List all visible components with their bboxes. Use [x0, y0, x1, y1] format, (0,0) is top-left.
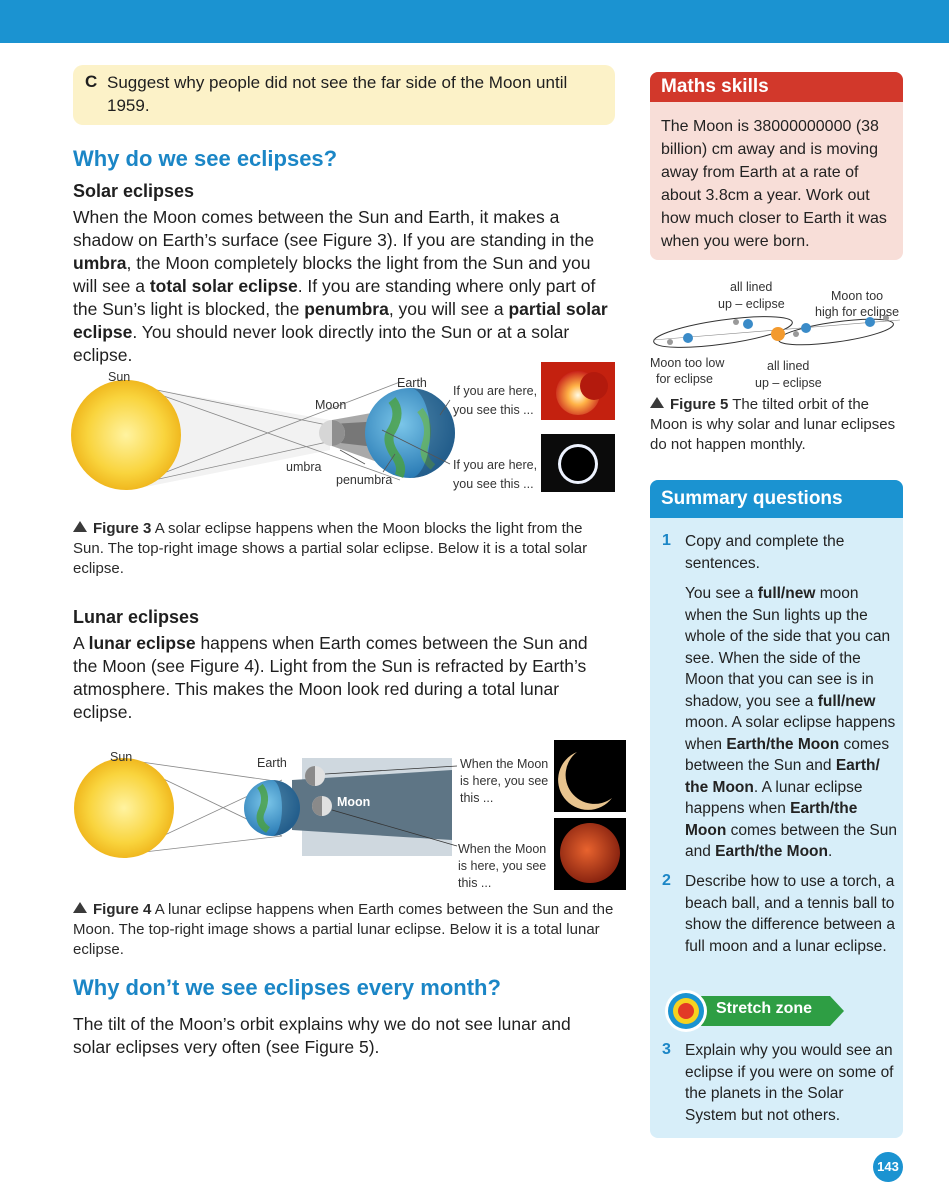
question-text: Suggest why people did not see the far side of the Moon until 1959.	[107, 73, 568, 115]
fig3-moon-label: Moon	[315, 398, 347, 412]
text-run: , the Moon completely blocks the light from the Sun and you will see a	[73, 253, 591, 296]
q3-number: 3	[662, 1041, 671, 1058]
solar-paragraph	[73, 206, 618, 367]
top-banner	[0, 0, 949, 43]
fig3-earth-label: Earth	[397, 376, 427, 390]
fig3-umbra-label: umbra	[286, 460, 322, 474]
figure3-label: Figure 3	[93, 520, 152, 537]
fig4-moon-label: Moon	[337, 795, 371, 809]
earth-shape-1	[683, 333, 693, 343]
fig4-when1: When the Moon	[460, 757, 549, 771]
fig3-sun-label: Sun	[108, 370, 131, 384]
summary-questions-box	[650, 480, 903, 1138]
fig4-is2: is here, you see	[458, 859, 547, 873]
section-heading-eclipses: Why do we see eclipses?	[73, 146, 338, 171]
figure5-label: Figure 5	[670, 396, 729, 413]
fig3-see2: you see this ...	[453, 477, 534, 491]
text-run: A	[73, 633, 89, 653]
section-heading-monthly: Why don’t we see eclipses every month?	[73, 975, 501, 1000]
text-run: . You should never look directly into the Sun or at a solar eclipse.	[73, 322, 570, 365]
q1-text: Copy and complete the sentences.	[685, 533, 845, 572]
q1-body	[685, 583, 897, 863]
keyword: Earth/the Moon	[726, 735, 840, 753]
text-run: . A lunar eclipse happens when	[685, 778, 863, 817]
sun-shape	[71, 380, 181, 490]
fig4-earth-label: Earth	[257, 756, 287, 770]
fig3-here1: If you are here,	[453, 384, 538, 398]
fig4-sun-label: Sun	[110, 750, 133, 764]
maths-skills-box	[650, 72, 903, 260]
text-run: , you will see a	[388, 299, 509, 319]
keyword: full/new	[817, 692, 876, 710]
keyword: total solar eclipse	[149, 276, 298, 296]
q1-number: 1	[662, 532, 671, 549]
figure4-caption-text: A lunar eclipse happens when Earth comes between the Sun and the Moon. The top-right image shows a partial lunar eclipse. Below it is a total lunar eclipse.	[73, 901, 614, 958]
q3-text: Explain why you would see an eclipse if you were on some of the planets in the Solar System but not others.	[685, 1042, 894, 1124]
page-number: 143	[873, 1152, 903, 1182]
text-run: moon. A solar eclipse happens when	[685, 714, 896, 753]
q2-number: 2	[662, 872, 671, 889]
figure4-caption	[73, 900, 623, 960]
text-run: When the Moon comes between the Sun and Earth, it makes a shadow on Earth’s surface (see Figure 3). If you are standing in the	[73, 207, 595, 250]
text-run: comes between the Sun and	[685, 821, 897, 860]
fig5-lined2a: all lined	[767, 359, 810, 373]
earth-shape-2	[743, 319, 753, 329]
maths-skills-body: The Moon is 38000000000 (38 billion) cm away and is moving away from Earth at a rate of about 3.8cm a year. Work out how much closer to Earth it was when you were born.	[661, 118, 887, 250]
figure3-caption	[73, 519, 613, 579]
fig5-lined2b: up – eclipse	[755, 376, 822, 390]
keyword: Earth/ the Moon	[685, 757, 880, 796]
text-run: comes between the Sun and	[685, 735, 890, 774]
sun-shape	[771, 327, 785, 341]
sun-shape	[74, 758, 174, 858]
triangle-icon	[650, 397, 664, 408]
figure5-caption-text: The tilted orbit of the Moon is why solar and lunar eclipses do not happen monthly.	[650, 396, 896, 453]
figure3-caption-text: A solar eclipse happens when the Moon blocks the light from the Sun. The top-right image shows a partial solar eclipse. Below it is a total solar eclipse.	[73, 520, 588, 577]
fig5-lined1b: up – eclipse	[718, 297, 785, 311]
q2-text: Describe how to use a torch, a beach ball, and a tennis ball to show the difference between a full moon and a lunar eclipse.	[685, 873, 895, 955]
fig3-see1: you see this ...	[453, 403, 534, 417]
fig4-this1: this ...	[460, 791, 494, 805]
text-run: . If you are standing where only part of the Sun’s light is blocked, the	[73, 276, 596, 319]
fig4-when2: When the Moon	[458, 842, 547, 856]
text-run: happens when Earth comes between the Sun and the Moon (see Figure 4). Light from the Sun is refracted by Earth’s atmosphere. This makes the Moon look red during a total lunar eclipse.	[73, 633, 588, 722]
subheading-lunar: Lunar eclipses	[73, 607, 200, 627]
maths-skills-title: Maths skills	[650, 72, 903, 102]
fig5-low2: for eclipse	[656, 372, 713, 386]
keyword: penumbra	[304, 299, 389, 319]
subheading-solar: Solar eclipses	[73, 181, 195, 201]
keyword: lunar eclipse	[88, 633, 196, 653]
keyword: Earth/the Moon	[715, 843, 828, 860]
text-run: moon when the Sun lights up the whole of the side that you can see. When the side of the Moon that you can see is in shadow, you see a	[685, 585, 891, 710]
figure5-caption	[650, 395, 905, 455]
summary-title: Summary questions	[650, 480, 903, 518]
figure4-label: Figure 4	[93, 901, 152, 918]
keyword: full/new	[757, 585, 816, 602]
keyword: Earth/the Moon	[685, 800, 858, 839]
triangle-icon	[73, 521, 87, 532]
fig4-this2: this ...	[458, 876, 492, 890]
stretch-zone-banner	[664, 990, 842, 1032]
fig5-high1: Moon too	[831, 289, 884, 303]
stretch-zone-label: Stretch zone	[716, 1000, 813, 1017]
keyword: umbra	[73, 253, 127, 273]
question-c-box	[73, 65, 615, 125]
text-run: You see a	[685, 585, 758, 602]
fig5-high2: high for eclipse	[815, 305, 900, 319]
triangle-icon	[73, 902, 87, 913]
lunar-paragraph	[73, 632, 613, 724]
fig5-lined1a: all lined	[730, 280, 773, 294]
fig3-here2: If you are here,	[453, 458, 538, 472]
keyword: partial solar eclipse	[73, 299, 608, 342]
fig4-is1: is here, you see	[460, 774, 549, 788]
fig5-low1: Moon too low	[650, 356, 725, 370]
monthly-paragraph: The tilt of the Moon’s orbit explains why we do not see lunar and solar eclipses very often (see Figure 5).	[73, 1014, 571, 1057]
fig3-penumbra-label: penumbra	[336, 473, 393, 487]
question-letter: C	[85, 72, 98, 91]
text-run: .	[827, 843, 833, 860]
earth-shape-3	[801, 323, 811, 333]
